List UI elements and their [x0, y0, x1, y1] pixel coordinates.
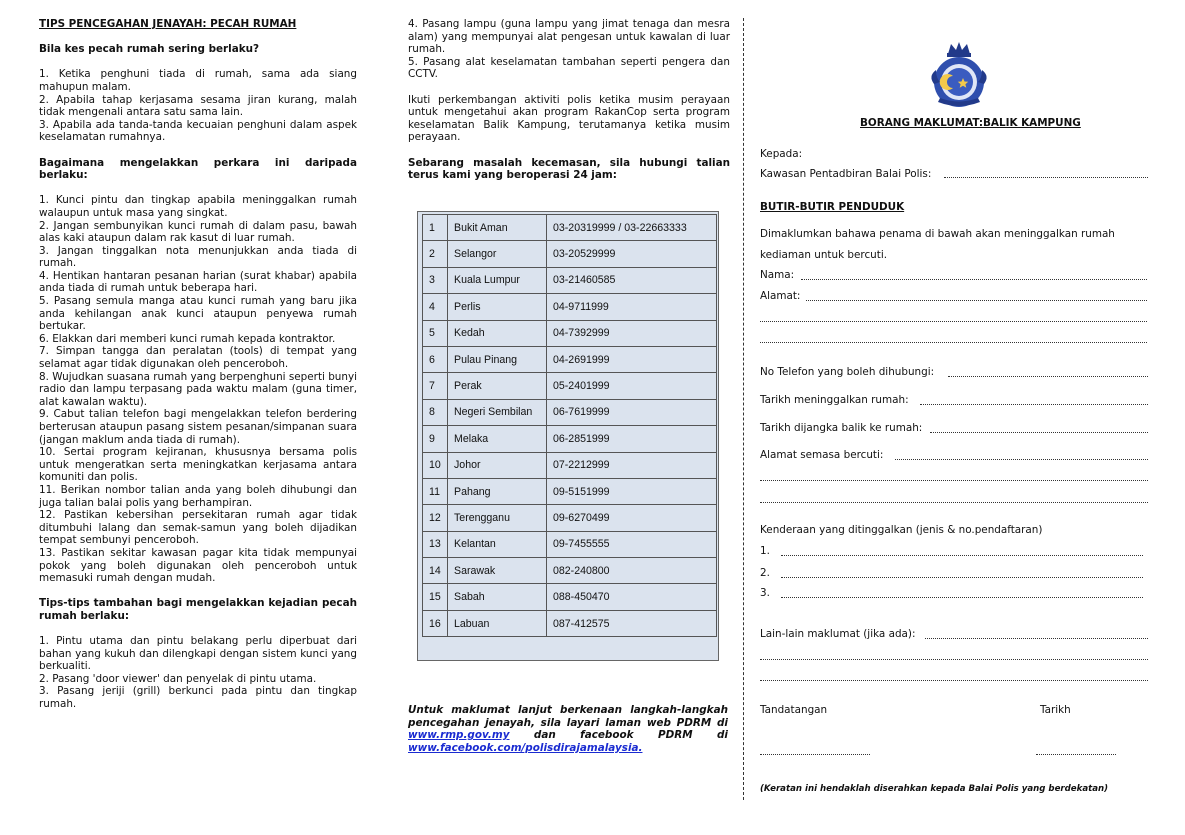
more-info — [408, 704, 728, 754]
holiday-address-field-line-2[interactable] — [760, 480, 1148, 481]
table-row — [423, 426, 717, 452]
hotline-number: 4 — [423, 294, 448, 320]
list-item: 4. Pasang lampu (guna lampu yang jimat tenaga dan mesra alam) yang mempunyai alat pengesan untuk kawalan di luar rumah. — [408, 18, 730, 56]
hotline-intro: Sebarang masalah kecemasan, sila hubungi talian terus kami yang beroperasi 24 jam: — [408, 156, 730, 182]
departure-date-field[interactable] — [920, 404, 1148, 405]
table-row — [423, 294, 717, 320]
hotline-phone: 06-7619999 — [547, 399, 717, 425]
hotline-phone: 03-20319999 / 03-22663333 — [547, 215, 717, 241]
festive-paragraph: Ikuti perkembangan aktiviti polis ketika musim perayaan untuk mengetahui akan program RakanCop serta program keselamatan Balik Kampung, terutamanya ketika musim perayaan. — [408, 93, 730, 144]
hotline-state: Johor — [448, 452, 547, 478]
form-footer-note: (Keratan ini hendaklah diserahkan kepada Balai Polis yang berdekatan) — [760, 784, 1109, 794]
address-field-line-3[interactable] — [760, 342, 1147, 343]
hotline-phone: 03-21460585 — [547, 267, 717, 293]
vehicle-label: Kenderaan yang ditinggalkan (jenis & no.pendaftaran) — [760, 524, 1043, 536]
table-row — [423, 373, 717, 399]
hotline-state: Terengganu — [448, 505, 547, 531]
hotline-number: 7 — [423, 373, 448, 399]
hotline-number: 14 — [423, 558, 448, 584]
hotline-number: 10 — [423, 452, 448, 478]
signature-field[interactable] — [760, 754, 870, 755]
hotline-phone: 087-412575 — [547, 610, 717, 636]
list-item: 3. Jangan tinggalkan nota menunjukkan anda tiada di rumah. — [39, 244, 357, 270]
list-item: 2. Apabila tahap kerjasama sesama jiran kurang, malah tidak mengenali antara satu sama lain. — [39, 93, 357, 119]
hotline-state: Pulau Pinang — [448, 346, 547, 372]
hotline-number: 2 — [423, 241, 448, 267]
list-item: 11. Berikan nombor talian anda yang boleh dihubungi dan juga talian balai polis yang berhampiran. — [39, 483, 357, 509]
hotline-phone: 04-9711999 — [547, 294, 717, 320]
rmp-website-link[interactable]: www.rmp.gov.my — [408, 729, 510, 742]
list-item: 3. Pasang jeriji (grill) berkunci pada pintu dan tingkap rumah. — [39, 685, 357, 711]
section-heading-3: Tips-tips tambahan bagi mengelakkan kejadian pecah rumah berlaku: — [39, 597, 357, 622]
table-row — [423, 399, 717, 425]
address-field[interactable] — [806, 300, 1147, 301]
list-item: 8. Wujudkan suasana rumah yang berpenghuni seperti bunyi radio dan lampu terpasang pada waktu malam (guna timer, alat kawalan waktu). — [39, 370, 358, 408]
list-item: 13. Pastikan sekitar kawasan pagar kita tidak mempunyai pokok yang boleh digunakan oleh penceroboh untuk memasuki rumah dengan mudah. — [39, 546, 357, 585]
hotline-number: 5 — [423, 320, 448, 346]
vehicle-number-3: 3. — [760, 587, 770, 599]
hotline-state: Kuala Lumpur — [448, 267, 547, 293]
list-item: 2. Pasang 'door viewer' dan penyelak di pintu utama. — [39, 672, 317, 685]
table-row — [423, 215, 717, 241]
hotline-phone: 088-450470 — [547, 584, 717, 610]
table-row — [423, 505, 717, 531]
list-item: 7. Simpan tangga dan peralatan (tools) di tempat yang selamat agar tidak digunakan oleh penceroboh. — [39, 345, 357, 371]
hotline-state: Perlis — [448, 294, 547, 320]
list-item: 1. Pintu utama dan pintu belakang perlu diperbuat dari bahan yang kukuh dan dilengkapi dengan sistem kunci yang berkualiti. — [39, 635, 357, 673]
notice-line-1: Dimaklumkan bahawa penama di bawah akan meninggalkan rumah — [760, 228, 1115, 240]
table-row — [423, 584, 717, 610]
address-field-line-2[interactable] — [760, 321, 1147, 322]
phone-field[interactable] — [948, 376, 1148, 377]
hotline-phone: 09-5151999 — [547, 478, 717, 504]
hotline-number: 12 — [423, 505, 448, 531]
list-item: 4. Hentikan hantaran pesanan harian (surat khabar) apabila anda tiada di rumah untuk beberapa hari. — [39, 269, 357, 295]
other-info-field[interactable] — [925, 638, 1148, 639]
form-title: BORANG MAKLUMAT:BALIK KAMPUNG — [860, 117, 1081, 129]
hotline-state: Melaka — [448, 426, 547, 452]
return-date-field[interactable] — [930, 432, 1148, 433]
notice-line-2: kediaman untuk bercuti. — [760, 249, 888, 261]
vehicle-number-2: 2. — [760, 567, 770, 579]
hotline-phone: 06-2851999 — [547, 426, 717, 452]
vehicle-field-2[interactable] — [781, 577, 1143, 578]
table-row — [423, 478, 717, 504]
hotline-number: 8 — [423, 399, 448, 425]
hotline-state: Negeri Sembilan — [448, 399, 547, 425]
column-middle — [408, 18, 730, 182]
list-item: 5. Pasang alat keselamatan tambahan seperti pengera dan CCTV. — [408, 55, 730, 81]
address-label: Alamat: — [760, 290, 801, 302]
other-info-label: Lain-lain maklumat (jika ada): — [760, 628, 916, 640]
hotline-state: Kedah — [448, 320, 547, 346]
date-field[interactable] — [1036, 754, 1116, 755]
signature-label: Tandatangan — [760, 704, 828, 716]
hotline-phone: 04-7392999 — [547, 320, 717, 346]
other-info-field-line-2[interactable] — [760, 659, 1148, 660]
hotline-phone: 082-240800 — [547, 558, 717, 584]
name-label: Nama: — [760, 269, 795, 281]
pdrm-crest-logo — [924, 40, 994, 112]
facebook-link[interactable]: www.facebook.com/polisdirajamalaysia. — [408, 741, 643, 754]
hotline-number: 3 — [423, 267, 448, 293]
table-row — [423, 610, 717, 636]
hotline-phone: 09-6270499 — [547, 505, 717, 531]
vehicle-field-1[interactable] — [781, 555, 1143, 556]
doc-title: TIPS PENCEGAHAN JENAYAH: PECAH RUMAH — [39, 18, 297, 30]
holiday-address-field[interactable] — [895, 459, 1148, 460]
hotline-number: 13 — [423, 531, 448, 557]
more-info-text: Untuk maklumat lanjut berkenaan langkah-langkah pencegahan jenayah, sila layari laman web PDRM di — [408, 704, 728, 729]
hotline-state: Selangor — [448, 241, 547, 267]
recipient-label: Kepada: — [760, 148, 803, 160]
vehicle-number-1: 1. — [760, 545, 770, 557]
vehicle-field-3[interactable] — [781, 597, 1143, 598]
table-row — [423, 346, 717, 372]
hotline-state: Sarawak — [448, 558, 547, 584]
hotline-number: 6 — [423, 346, 448, 372]
list-item: 9. Cabut talian telefon bagi mengelakkan telefon berdering berterusan ataupun pasang sistem pesanan/simpanan suara (jangan maklum anda tiada di rumah). — [39, 408, 357, 446]
hotline-state: Bukit Aman — [448, 215, 547, 241]
column-left — [39, 18, 357, 711]
holiday-address-field-line-3[interactable] — [760, 502, 1148, 503]
hotline-state: Kelantan — [448, 531, 547, 557]
hotline-phone: 05-2401999 — [547, 373, 717, 399]
hotline-number: 15 — [423, 584, 448, 610]
hotline-state: Sabah — [448, 584, 547, 610]
table-row — [423, 531, 717, 557]
list-item: 12. Pastikan kebersihan persekitaran rumah agar tidak ditumbuhi lalang dan semak-samun yang boleh dijadikan tempat sembunyi penceroboh. — [39, 509, 357, 547]
section-heading-2: Bagaimana mengelakkan perkara ini daripada berlaku: — [39, 156, 357, 182]
list-item: 1. Kunci pintu dan tingkap apabila meninggalkan rumah walaupun untuk masa yang singkat. — [39, 194, 357, 219]
hotline-table — [422, 214, 717, 637]
list-item: 6. Elakkan dari memberi kunci rumah kepada kontraktor. — [39, 332, 336, 345]
cut-line-divider — [743, 18, 744, 800]
table-row — [423, 558, 717, 584]
date-label: Tarikh — [1040, 704, 1071, 716]
hotline-number: 11 — [423, 478, 448, 504]
police-station-label: Kawasan Pentadbiran Balai Polis: — [760, 168, 932, 180]
table-row — [423, 241, 717, 267]
name-field[interactable] — [801, 279, 1147, 280]
hotline-number: 16 — [423, 610, 448, 636]
more-info-and: dan facebook PDRM di — [533, 729, 728, 742]
table-row — [423, 267, 717, 293]
return-date-label: Tarikh dijangka balik ke rumah: — [760, 422, 923, 434]
table-row — [423, 452, 717, 478]
hotline-state: Labuan — [448, 610, 547, 636]
list-item: 3. Apabila ada tanda-tanda kecuaian penghuni dalam aspek keselamatan rumahnya. — [39, 118, 357, 144]
table-row — [423, 320, 717, 346]
section-heading-1: Bila kes pecah rumah sering berlaku? — [39, 43, 260, 56]
hotline-number: 9 — [423, 426, 448, 452]
hotline-state: Perak — [448, 373, 547, 399]
list-item: 1. Ketika penghuni tiada di rumah, sama ada siang mahupun malam. — [39, 68, 357, 93]
hotline-table-panel — [417, 211, 719, 661]
list-item: 2. Jangan sembunyikan kunci rumah di dalam pasu, bawah alas kaki ataupun dalam rak kasut di luar rumah. — [39, 219, 357, 245]
hotline-state: Pahang — [448, 478, 547, 504]
hotline-phone: 03-20529999 — [547, 241, 717, 267]
other-info-field-line-3[interactable] — [760, 680, 1148, 681]
hotline-phone: 07-2212999 — [547, 452, 717, 478]
hotline-phone: 09-7455555 — [547, 531, 717, 557]
departure-date-label: Tarikh meninggalkan rumah: — [760, 394, 909, 406]
list-item: 5. Pasang semula manga atau kunci rumah yang baru jika anda kehilangan anak kunci ataupun penyewa rumah bertukar. — [39, 295, 357, 333]
list-item: 10. Sertai program kejiranan, khususnya bersama polis untuk mengeratkan serta meningkatkan kerjasama antara komuniti dan polis. — [39, 446, 357, 484]
hotline-number: 1 — [423, 215, 448, 241]
holiday-address-label: Alamat semasa bercuti: — [760, 449, 884, 461]
phone-label: No Telefon yang boleh dihubungi: — [760, 366, 935, 378]
police-station-field[interactable] — [944, 177, 1148, 178]
resident-details-heading: BUTIR-BUTIR PENDUDUK — [760, 201, 905, 213]
hotline-phone: 04-2691999 — [547, 346, 717, 372]
